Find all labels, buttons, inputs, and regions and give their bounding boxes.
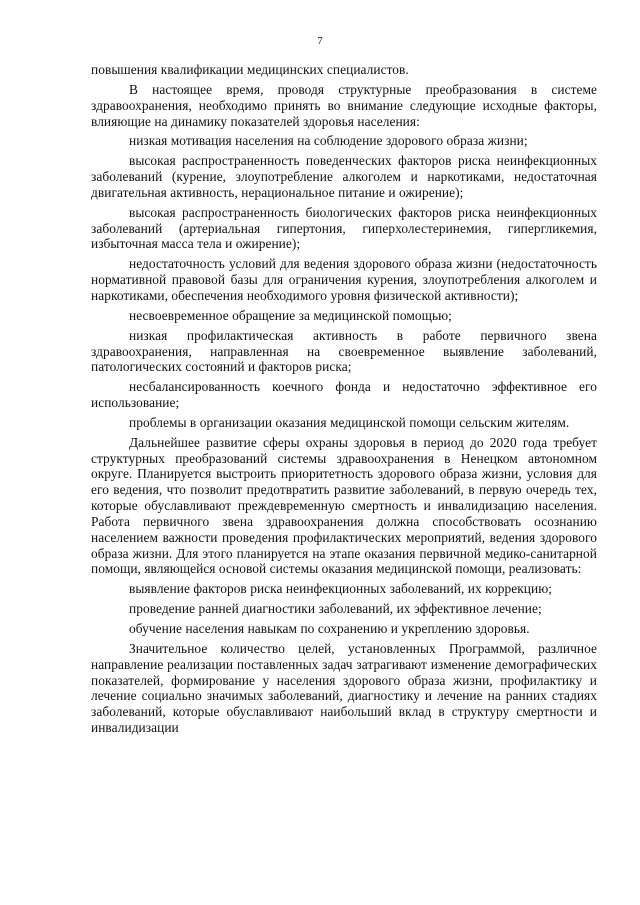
list-item-factor: низкая мотивация населения на соблюдение здорового образа жизни; — [129, 133, 528, 149]
list-item-factor: недостаточность условий для ведения здорового образа жизни (недостаточность нормативной правовой базы для ограничения курения, злоупотребления алкоголем и наркотиками, обеспечения необходимого уровня физической активности); — [91, 256, 597, 303]
document-body — [91, 62, 597, 740]
list-item-factor: высокая распространенность поведенческих факторов риска неинфекционных заболеваний (курение, злоупотребление алкоголем и наркотиками, недостаточная двигательная активность, нерациональное питание и ожирение); — [91, 153, 597, 200]
list-item-measure: выявление факторов риска неинфекционных заболеваний, их коррекцию; — [129, 581, 553, 597]
list-item-factor: высокая распространенность биологических факторов риска неинфекционных заболеваний (артериальная гипертония, гиперхолестеринемия, гипергликемия, избыточная масса тела и ожирение); — [91, 204, 597, 252]
paragraph-continuation: повышения квалификации медицинских специалистов. — [91, 62, 409, 77]
page-number: 7 — [317, 35, 323, 47]
paragraph-intro: В настоящее время, проводя структурные преобразования в системе здравоохранения, необходимо принять во внимание следующие исходные факторы, влияющие на динамику показателей здоровья населения: — [91, 81, 597, 129]
list-item-factor: проблемы в организации оказания медицинской помощи сельским жителям. — [129, 414, 570, 430]
paragraph-goals: Значительное количество целей, установленных Программой, различное направление реализации поставленных задач затрагивают изменение демографических показателей, формирование у населения здорового образа жизни, профилактику и лечение социально значимых заболеваний, диагностику и лечение на ранних стадиях заболеваний, которые обуславливают наибольший вклад в структуру смертности и инвалидизации — [91, 640, 597, 736]
list-item-measure: проведение ранней диагностики заболеваний, их эффективное лечение; — [129, 601, 542, 617]
list-item-factor: низкая профилактическая активность в работе первичного звена здравоохранения, направленная на своевременное выявление заболеваний, патологических состояний и факторов риска; — [91, 327, 597, 375]
paragraph-development: Дальнейшее развитие сферы охраны здоровья в период до 2020 года требует структурных преобразований системы здравоохранения в Ненецком автономном округе. Планируется выстроить приоритетность здорового образа жизни, условия для его ведения, что позволит предотвратить развитие заболеваний, в первую очередь тех, которые обуславливают преждевременную смертность и инвалидизацию населения. Работа первичного звена здравоохранения должна способствовать осознанию населением важности проведения профилактических мероприятий, ведения здорового образа жизни. Для этого планируется на этапе оказания первичной медико-санитарной помощи, являющейся основой системы оказания медицинской помощи, реализовать: — [91, 434, 597, 577]
list-item-measure: обучение населения навыкам по сохранению и укреплению здоровья. — [129, 621, 530, 636]
list-item-factor: несвоевременное обращение за медицинской помощью; — [129, 307, 452, 323]
list-item-factor: несбалансированность коечного фонда и недостаточно эффективное его использование; — [91, 379, 597, 411]
